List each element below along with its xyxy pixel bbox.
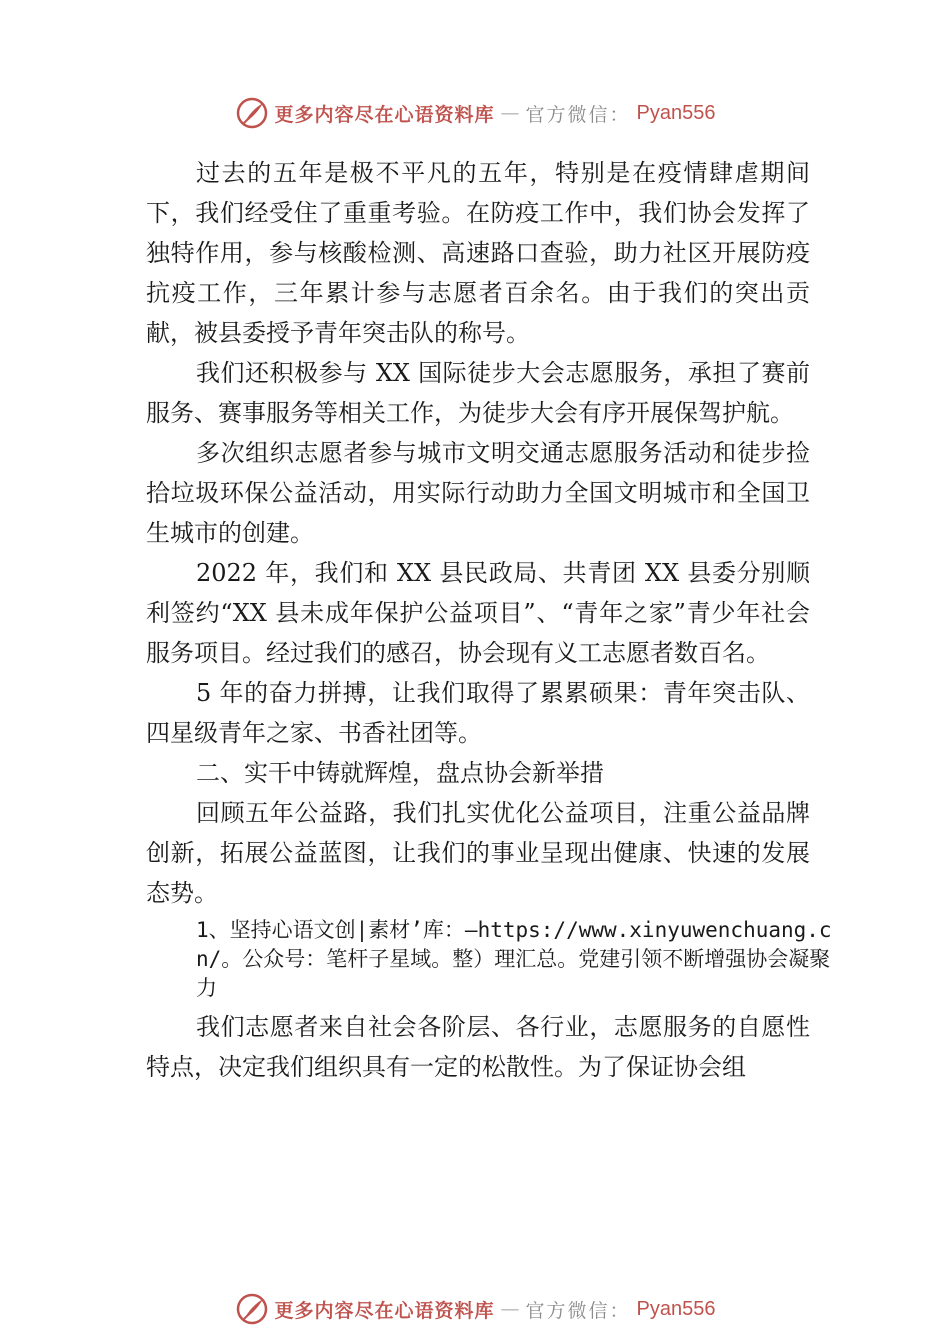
header-wechat-label: 官方微信：	[525, 103, 631, 126]
paragraph-epidemic: 过去的五年是极不平凡的五年，特别是在疫情肆虐期间下，我们经受住了重重考验。在防疫工作中，我们协会发挥了独特作用，参与核酸检测、高速路口查验，助力社区开展防疫抗疫工作，三年累计参与志愿者百余名。由于我们的突出贡献，被县委授予青年突击队的称号。	[146, 159, 810, 347]
quill-logo-icon	[235, 1292, 269, 1326]
quill-logo-icon	[235, 96, 269, 130]
footer-watermark	[0, 1292, 950, 1326]
paragraph-achievements: 5 年的奋力拼搏，让我们取得了累累硕果：青年突击队、四星级青年之家、书香社团等。	[146, 679, 810, 747]
footer-dash: —	[500, 1298, 520, 1320]
header-wechat-id: Pyan556	[636, 101, 716, 124]
document-body	[146, 153, 832, 1087]
section-heading-two: 二、实干中铸就辉煌，盘点协会新举措	[196, 759, 604, 787]
footer-wechat-id: Pyan556	[636, 1297, 716, 1320]
paragraph-volunteers: 我们志愿者来自社会各阶层、各行业，志愿服务的自愿性特点，决定我们组织具有一定的松散性。为了保证协会组	[146, 1013, 810, 1081]
paragraph-civilization: 多次组织志愿者参与城市文明交通志愿服务活动和徒步捡拾垃圾环保公益活动，用实际行动助力全国文明城市和全国卫生城市的创建。	[146, 439, 810, 547]
footer-brand-text: 更多内容尽在心语资料库	[274, 1299, 495, 1322]
header-dash: —	[500, 102, 520, 124]
footer-wechat-label: 官方微信：	[525, 1299, 631, 1322]
header-brand-text: 更多内容尽在心语资料库	[274, 103, 495, 126]
paragraph-2022-projects: 2022 年，我们和 XX 县民政局、共青团 XX 县委分别顺利签约“XX 县未成年保护公益项目”、“青年之家”青少年社会服务项目。经过我们的感召，协会现有义工志愿者数百名。	[146, 559, 810, 667]
paragraph-hiking-event: 我们还积极参与 XX 国际徒步大会志愿服务，承担了赛前服务、赛事服务等相关工作，为徒步大会有序开展保驾护航。	[146, 359, 810, 427]
paragraph-review: 回顾五年公益路，我们扎实优化公益项目，注重公益品牌创新，拓展公益蓝图，让我们的事业呈现出健康、快速的发展态势。	[146, 799, 810, 907]
header-watermark	[0, 96, 950, 130]
paragraph-party-building: 1、坚持心语文创|素材’库：—https://www.xinyuwenchuang.cn/。公众号：笔杆子星域。整）理汇总。党建引领不断增强协会凝聚力	[196, 918, 832, 1000]
